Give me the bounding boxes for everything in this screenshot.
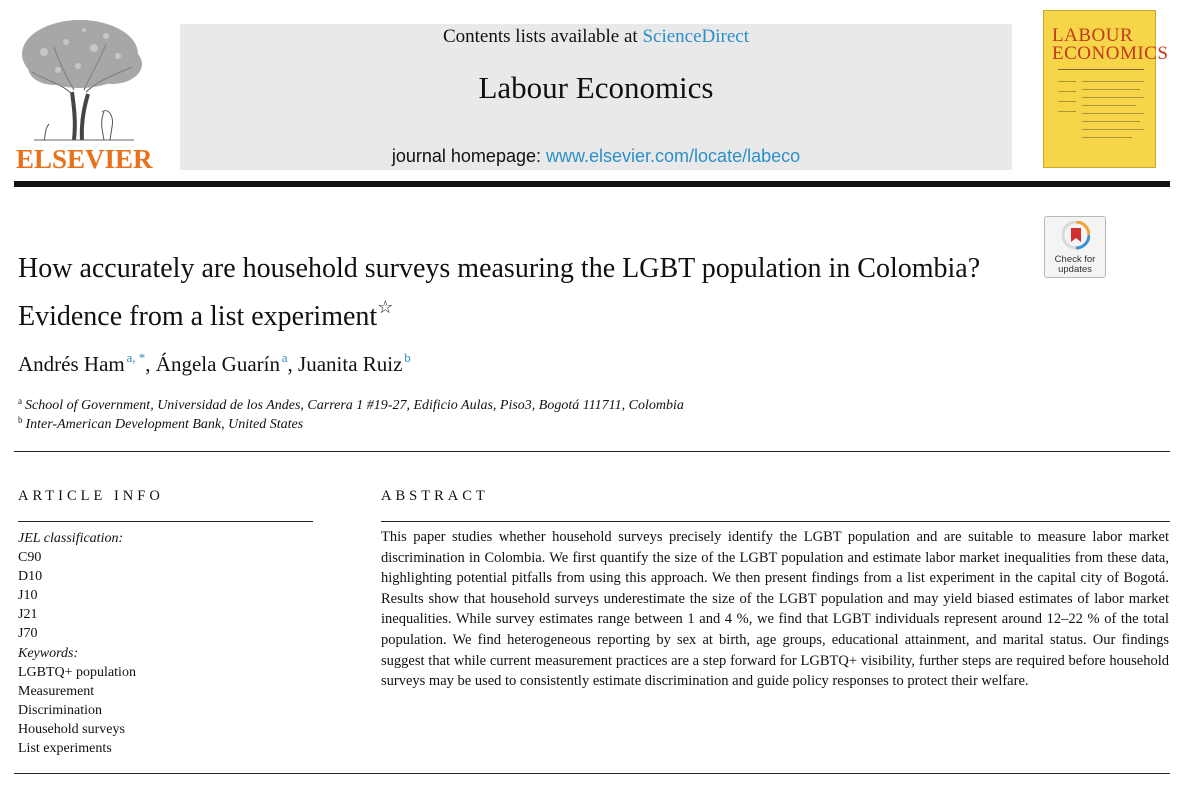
author-affiliation-mark[interactable]: a, *	[126, 350, 146, 365]
jel-label: JEL classification:	[18, 531, 124, 546]
cover-divider	[1058, 69, 1144, 70]
author-affiliation-mark[interactable]: a	[281, 350, 288, 365]
journal-homepage-link[interactable]: www.elsevier.com/locate/labeco	[546, 146, 801, 166]
cover-title-line2: ECONOMICS	[1052, 43, 1169, 64]
cover-sidebar-line	[1058, 111, 1076, 112]
cover-text-line	[1082, 105, 1136, 106]
cover-title-line1: LABOUR	[1052, 25, 1134, 46]
jel-code: J70	[18, 626, 38, 642]
title-footnote-star-icon[interactable]: ☆	[377, 297, 394, 317]
abstract-text: This paper studies whether household surveys precisely identify the LGBT population and are suitable to measure labor market discrimination in Colombia. We first quantify the size of the LGBT population and estimate labor market inequalities from these data, highlighting potential pitfalls from using this approach. We then present findings from a list experiment in the capital city of Bogotá. Results show that household surveys underestimate the size of the LGBT population and may yield biased estimates of labor market inequalities. While survey estimates range between 1 and 4 %, we find that LGBT individuals represent around 12–22 % of the total population. We find heterogeneous reporting by sex at birth, age groups, educational attainment, and marital status. Our findings suggest that while current measurement practices are a step forward for LGBTQ+ visibility, further steps are required before household surveys may be used to consistently estimate discrimination and guide policy responses to protect their welfare.	[381, 529, 1169, 690]
homepage-prefix: journal homepage:	[391, 146, 541, 166]
check-for-updates-label	[1045, 255, 1105, 275]
keywords-label: Keywords:	[18, 645, 79, 661]
keyword: Discrimination	[18, 702, 102, 718]
affiliation-a	[18, 396, 684, 414]
elsevier-tree-icon	[14, 12, 154, 172]
bookmark-update-icon	[1062, 221, 1090, 253]
sciencedirect-link[interactable]: ScienceDirect	[642, 26, 750, 47]
article-info-list	[18, 529, 136, 758]
author-name[interactable]: Juanita Ruiz	[298, 352, 403, 376]
cover-text-line	[1082, 81, 1144, 82]
affiliation-mark: b	[18, 415, 23, 425]
cover-sidebar-line	[1058, 101, 1076, 102]
cover-sidebar-line	[1058, 81, 1076, 82]
section-rule	[14, 451, 1170, 452]
abstract-heading: ABSTRACT	[381, 488, 489, 504]
author-affiliation-mark[interactable]: b	[404, 350, 411, 365]
jel-code: C90	[18, 550, 42, 566]
footer-rule	[14, 773, 1170, 774]
author-name[interactable]: Ángela Guarín	[155, 352, 280, 376]
author-list	[18, 350, 411, 377]
article-info-rule	[18, 521, 313, 522]
elsevier-wordmark: ELSEVIER	[16, 144, 153, 172]
affiliation-text: Inter-American Development Bank, United States	[25, 417, 304, 432]
abstract-rule	[381, 521, 1170, 522]
updates-line2: updates	[1058, 264, 1092, 275]
cover-text-line	[1082, 89, 1140, 90]
updates-line1: Check for	[1054, 254, 1096, 265]
cover-text-line	[1082, 129, 1144, 130]
check-for-updates-button[interactable]	[1044, 216, 1106, 278]
jel-code: D10	[18, 569, 43, 585]
cover-text-line	[1082, 137, 1132, 138]
cover-sidebar-line	[1058, 91, 1076, 92]
jel-code: J10	[18, 588, 38, 604]
journal-homepage	[180, 146, 1012, 167]
keyword: Household surveys	[18, 721, 125, 737]
jel-code: J21	[18, 607, 38, 623]
journal-name: Labour Economics	[478, 70, 714, 105]
article-info-heading: ARTICLE INFO	[18, 488, 164, 504]
cover-title	[1052, 25, 1169, 64]
elsevier-logo[interactable]	[14, 12, 154, 172]
keyword: Measurement	[18, 683, 95, 699]
article-title	[18, 250, 1028, 336]
affiliation-b	[18, 415, 303, 433]
cover-text-line	[1082, 121, 1140, 122]
affiliation-mark: a	[18, 396, 22, 406]
cover-text-line	[1082, 97, 1144, 98]
contents-prefix: Contents lists available at	[442, 26, 638, 47]
affiliation-text: School of Government, Universidad de los Andes, Carrera 1 #19-27, Edificio Aulas, Piso3, Bogotá 111711, Colombia	[25, 398, 684, 413]
author-separator: ,	[287, 352, 299, 376]
article-title-text: How accurately are household surveys measuring the LGBT population in Colombia? Evidence from a list experiment	[18, 253, 981, 332]
author-name[interactable]: Andrés Ham	[18, 352, 125, 376]
keyword: List experiments	[18, 741, 112, 757]
contents-line	[180, 26, 1012, 48]
journal-banner	[180, 24, 1012, 170]
author-separator: ,	[145, 352, 156, 376]
keyword: LGBTQ+ population	[18, 664, 136, 680]
cover-text-line	[1082, 113, 1144, 114]
header-rule	[14, 181, 1170, 187]
journal-cover-thumbnail[interactable]	[1043, 10, 1169, 168]
